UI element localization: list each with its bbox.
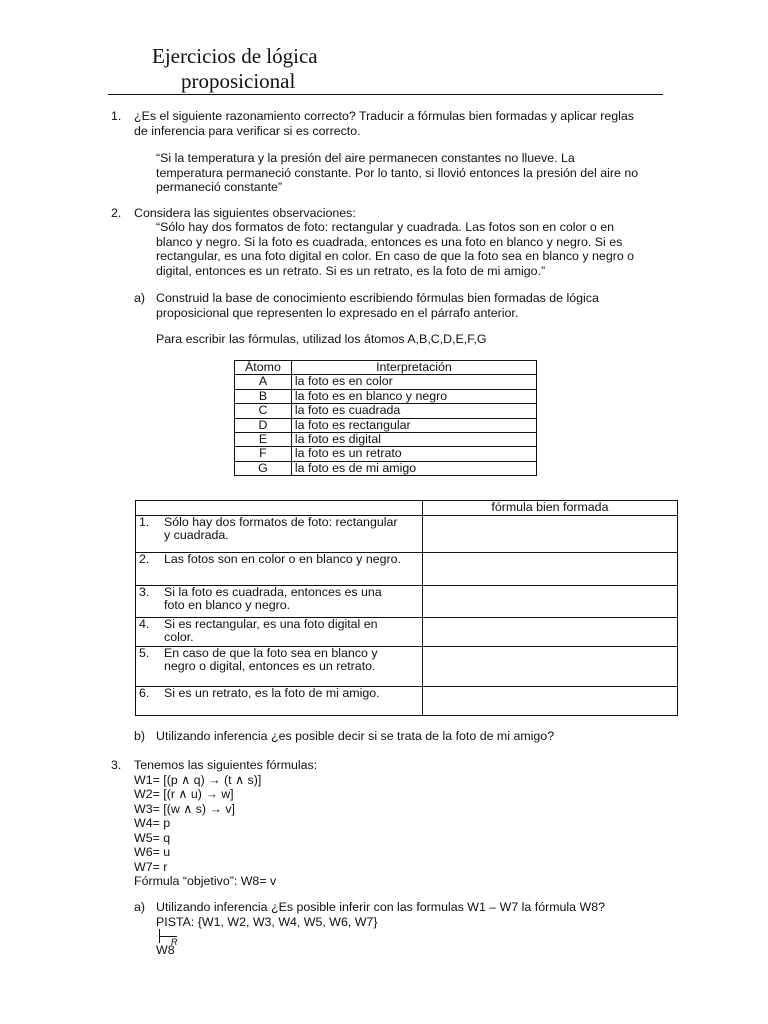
wff-answer-cell[interactable] (422, 647, 677, 687)
hint-line: PISTA: {W1, W2, W3, W4, W5, W6, W7} R W8 (156, 914, 378, 957)
atoms-table-header (235, 361, 537, 375)
wff-answer-cell[interactable] (422, 516, 677, 553)
exercise-3-formulas: Tenemos las siguientes fórmulas: W1= [(p ∧ q) → (t ∧ s)] W2= [(r ∧ u) → w] W3= [(w ∧ s) → v] W4= p W5= q W6= u W7= r Fórmula “objetivo”: W8= v (134, 758, 534, 889)
table-row: 3. Si la foto es cuadrada, entonces es una foto en blanco y negro. (136, 586, 678, 618)
table-row: 2. Las fotos son en color o en blanco y negro. (136, 553, 678, 586)
table-row: G la foto es de mi amigo (235, 461, 537, 475)
exercise-2b-label: b) (134, 729, 146, 743)
formula-w7: W7= r (134, 859, 168, 874)
wff-answer-cell[interactable] (422, 618, 677, 647)
exercise-3a-question: Utilizando inferencia ¿Es posible inferir con las formulas W1 – W7 la fórmula W8? PISTA: {W1, W2, W3, W4, W5, W6, W7} R W8 (156, 900, 656, 958)
exercise-2a-label: a) (134, 291, 146, 305)
table-row: C la foto es cuadrada (235, 404, 537, 418)
table-row: E la foto es digital (235, 433, 537, 447)
wff-answer-cell[interactable] (422, 553, 677, 586)
exercise-2-quote: “Sólo hay dos formatos de foto: rectangular y cuadrada. Las fotos son en color o en blanco y negro. Si la foto es cuadrada, entonces es una foto en blanco y negro. Si es rectangular, es una foto digital en color. En caso de que la foto sea en blanco y negro o digital, entonces es un retrato. Si es un retrato, es la foto de mi amigo.” (156, 220, 635, 278)
formula-w1: W1= [(p ∧ q) → (t ∧ s)] (134, 772, 262, 787)
exercise-2-intro: Considera las siguientes observaciones: (134, 206, 356, 220)
table-row: F la foto es un retrato (235, 447, 537, 461)
atom-column-header: Átomo (235, 361, 292, 375)
atoms-table (234, 360, 537, 476)
wff-answer-cell[interactable] (422, 586, 677, 618)
formula-w5: W5= q (134, 830, 171, 845)
atoms-note: Para escribir las fórmulas, utilizad los átomos A,B,C,D,E,F,G (156, 332, 487, 346)
wff-table (135, 500, 678, 716)
wff-table-header (136, 501, 678, 516)
table-row: 4. Si es rectangular, es una foto digital en color. (136, 618, 678, 647)
table-row: B la foto es en blanco y negro (235, 389, 537, 403)
interpretation-column-header: Interpretación (291, 361, 536, 375)
exercise-2a-question: Construid la base de conocimiento escribiendo fórmulas bien formadas de lógica proposicional que representen lo expresado en el párrafo anterior. (156, 291, 599, 320)
table-row: A la foto es en color (235, 375, 537, 389)
table-row: D la foto es rectangular (235, 418, 537, 432)
exercise-3-number: 3. (111, 758, 122, 772)
title-divider (108, 94, 663, 95)
exercise-1-number: 1. (111, 109, 122, 123)
page-title (152, 44, 392, 94)
title-line-1: Ejercicios de lógica (152, 44, 318, 68)
formula-w6: W6= u (134, 845, 171, 859)
formula-w3: W3= [(w ∧ s) → v] (134, 801, 235, 816)
table-row: 6. Si es un retrato, es la foto de mi amigo. (136, 687, 678, 716)
turnstile-icon: R (156, 929, 180, 943)
exercise-1-question: ¿Es el siguiente razonamiento correcto? Traducir a fórmulas bien formadas y aplicar reglas de inferencia para verificar si es correcto. (134, 109, 634, 138)
wff-column-header: fórmula bien formada (422, 501, 677, 516)
formula-w4: W4= p (134, 816, 171, 830)
exercise-2b-question: Utilizando inferencia ¿es posible decir si se trata de la foto de mi amigo? (156, 729, 555, 743)
table-row: 1. Sólo hay dos formatos de foto: rectangular y cuadrada. (136, 516, 678, 553)
table-row: 5. En caso de que la foto sea en blanco y negro o digital, entonces es un retrato. (136, 647, 678, 687)
formula-w2: W2= [(r ∧ u) → w] (134, 787, 234, 801)
title-line-2: proposicional (181, 69, 296, 93)
goal-formula: Fórmula “objetivo”: W8= v (134, 874, 277, 888)
exercise-3a-label: a) (134, 900, 146, 914)
exercise-1-quote: “Si la temperatura y la presión del aire permanecen constantes no llueve. La temperatura permaneció constante. Por lo tanto, si llovió entonces la presión del aire no permaneció constante” (156, 151, 639, 194)
exercise-2-number: 2. (111, 206, 122, 220)
wff-answer-cell[interactable] (422, 687, 677, 716)
